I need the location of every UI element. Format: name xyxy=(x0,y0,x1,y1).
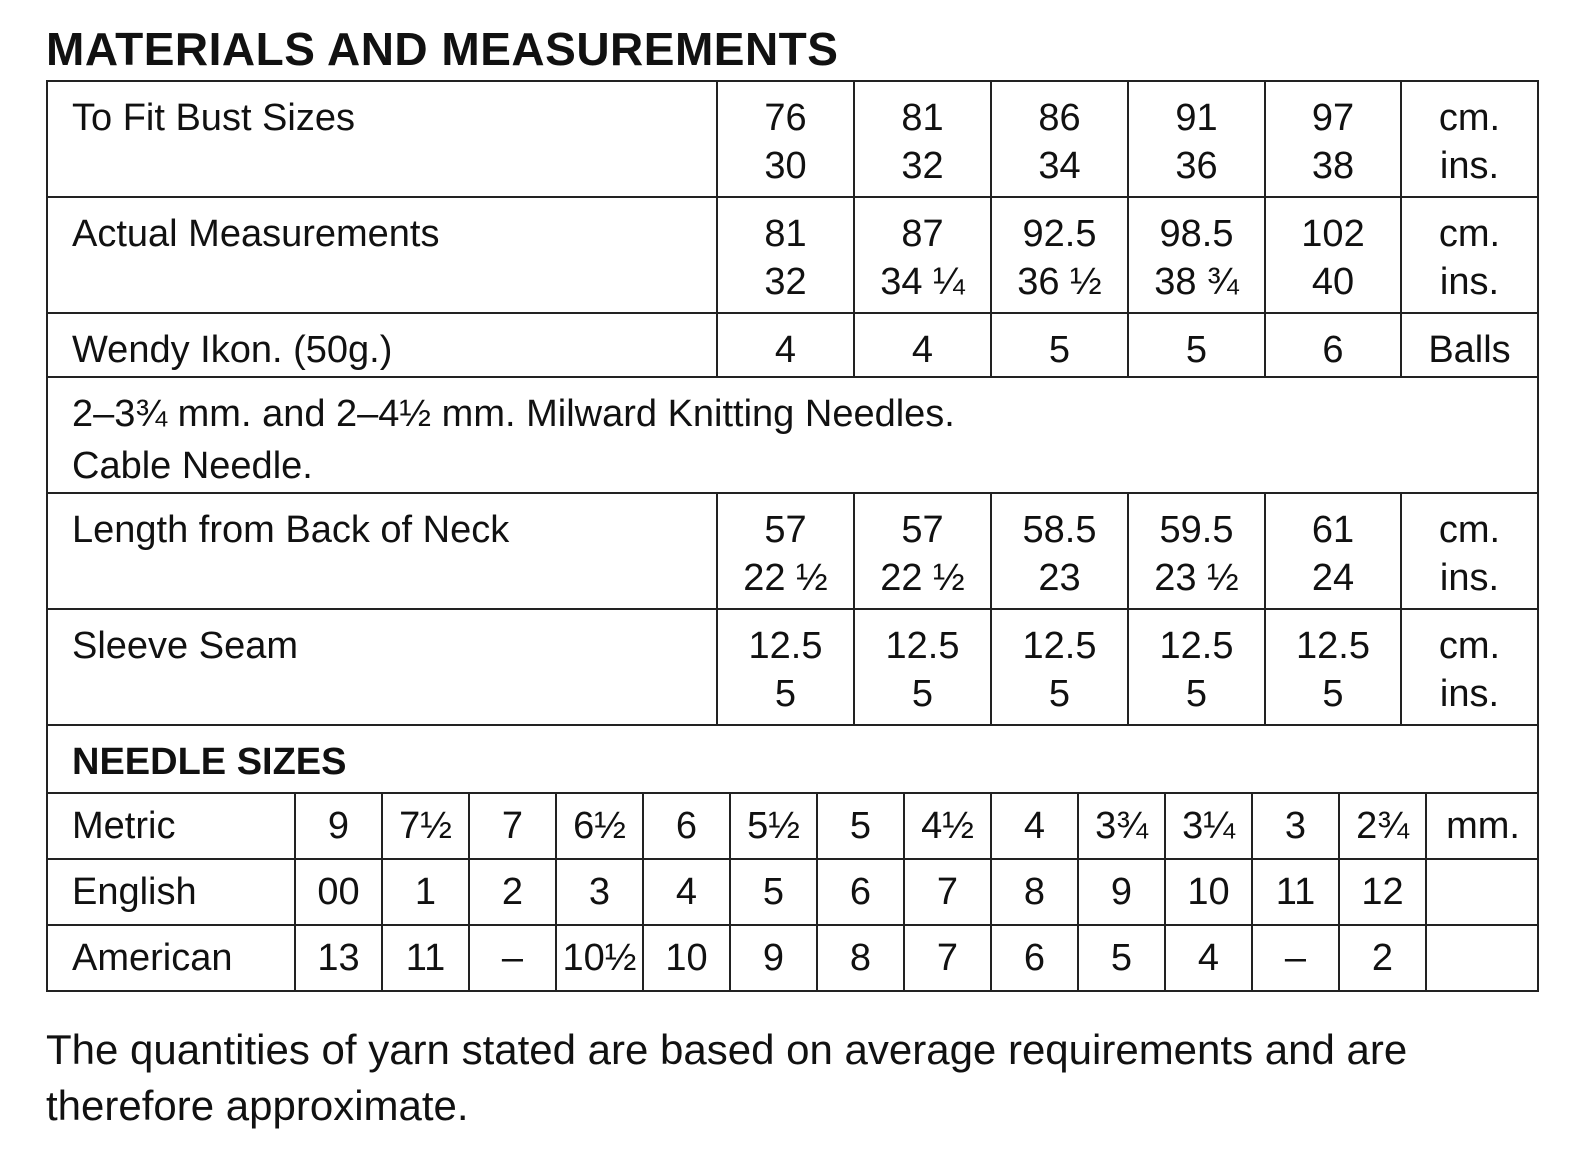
needle-size-cell: 9 xyxy=(730,925,817,990)
needle-size-cell: 5 xyxy=(730,859,817,925)
needle-size-cell: 4½ xyxy=(904,794,991,859)
size-cell: 58.5 23 xyxy=(991,493,1128,609)
measurements-table xyxy=(46,80,1539,992)
needle-size-cell: – xyxy=(469,925,556,990)
size-cell: 76 30 xyxy=(717,81,854,197)
needle-size-cell: 8 xyxy=(991,859,1078,925)
needle-size-cell: 5½ xyxy=(730,794,817,859)
size-cell: 5 xyxy=(1128,313,1265,377)
needle-size-cell: 2 xyxy=(1339,925,1426,990)
unit-cell: cm. ins. xyxy=(1401,609,1538,725)
size-cell: 91 36 xyxy=(1128,81,1265,197)
needle-size-cell: 6 xyxy=(991,925,1078,990)
needle-size-cell: 11 xyxy=(1252,859,1339,925)
needle-size-cell: 5 xyxy=(817,794,904,859)
needle-size-cell: 3 xyxy=(556,859,643,925)
needle-size-cell: 8 xyxy=(817,925,904,990)
needles-line: Cable Needle. xyxy=(72,445,313,487)
needle-size-cell: 4 xyxy=(991,794,1078,859)
size-cell: 59.5 23 ½ xyxy=(1128,493,1265,609)
needle-sizes-table xyxy=(48,794,1539,990)
row-label: To Fit Bust Sizes xyxy=(47,81,717,197)
unit-cell: cm. ins. xyxy=(1401,197,1538,313)
needle-size-cell: 00 xyxy=(295,859,382,925)
row-actual-measurements xyxy=(47,197,1538,313)
row-bust-sizes xyxy=(47,81,1538,197)
size-cell: 61 24 xyxy=(1265,493,1401,609)
size-cell: 4 xyxy=(854,313,991,377)
needle-row-metric xyxy=(48,794,1539,859)
row-needle-sizes-header xyxy=(47,725,1538,793)
size-cell: 12.5 5 xyxy=(1128,609,1265,725)
size-cell: 6 xyxy=(1265,313,1401,377)
needle-size-cell: 13 xyxy=(295,925,382,990)
needles-info-cell xyxy=(47,377,1538,493)
needle-size-cell: 10½ xyxy=(556,925,643,990)
needle-size-cell: 9 xyxy=(295,794,382,859)
row-label: Actual Measurements xyxy=(47,197,717,313)
row-yarn xyxy=(47,313,1538,377)
needle-size-cell: 10 xyxy=(643,925,730,990)
needle-size-cell: 2¾ xyxy=(1339,794,1426,859)
size-cell: 92.5 36 ½ xyxy=(991,197,1128,313)
needle-size-cell: 4 xyxy=(643,859,730,925)
row-length xyxy=(47,493,1538,609)
needle-size-cell: 12 xyxy=(1339,859,1426,925)
row-label: Wendy Ikon. (50g.) xyxy=(47,313,717,377)
unit-cell: cm. ins. xyxy=(1401,493,1538,609)
needle-table-cell xyxy=(47,793,1538,991)
needle-size-cell xyxy=(1426,859,1539,925)
size-cell: 12.5 5 xyxy=(854,609,991,725)
needle-size-cell: 2 xyxy=(469,859,556,925)
needle-size-cell: 4 xyxy=(1165,925,1252,990)
needle-size-cell: 9 xyxy=(1078,859,1165,925)
size-cell: 12.5 5 xyxy=(717,609,854,725)
size-cell: 4 xyxy=(717,313,854,377)
needle-size-cell: 3 xyxy=(1252,794,1339,859)
unit-cell: cm. ins. xyxy=(1401,81,1538,197)
needle-row-label: American xyxy=(48,925,295,990)
needle-size-cell: 7 xyxy=(469,794,556,859)
needle-size-cell: 6½ xyxy=(556,794,643,859)
row-sleeve-seam xyxy=(47,609,1538,725)
size-cell: 81 32 xyxy=(854,81,991,197)
needle-row-label: Metric xyxy=(48,794,295,859)
row-needles-info xyxy=(47,377,1538,493)
needle-row-american xyxy=(48,925,1539,990)
yarn-note: The quantities of yarn stated are based on average requirements and are therefore approximate. xyxy=(46,1026,1408,1129)
needle-size-cell xyxy=(1426,925,1539,990)
needle-size-cell: 1 xyxy=(382,859,469,925)
needle-size-cell: 3¾ xyxy=(1078,794,1165,859)
size-cell: 12.5 5 xyxy=(991,609,1128,725)
size-cell: 5 xyxy=(991,313,1128,377)
size-cell: 12.5 5 xyxy=(1265,609,1401,725)
size-cell: 57 22 ½ xyxy=(717,493,854,609)
needle-size-cell: mm. xyxy=(1426,794,1539,859)
needle-size-cell: – xyxy=(1252,925,1339,990)
needles-line: 2–3¾ mm. and 2–4½ mm. Milward Knitting Needles. xyxy=(72,393,955,435)
row-label: Length from Back of Neck xyxy=(47,493,717,609)
size-cell: 86 34 xyxy=(991,81,1128,197)
row-label: Sleeve Seam xyxy=(47,609,717,725)
size-cell: 81 32 xyxy=(717,197,854,313)
needle-size-cell: 10 xyxy=(1165,859,1252,925)
needle-size-cell: 6 xyxy=(817,859,904,925)
needle-size-cell: 3¼ xyxy=(1165,794,1252,859)
needle-size-cell: 7 xyxy=(904,859,991,925)
needle-size-cell: 5 xyxy=(1078,925,1165,990)
page-title: MATERIALS AND MEASUREMENTS xyxy=(46,23,839,75)
needle-row-label: English xyxy=(48,859,295,925)
needle-row-english xyxy=(48,859,1539,925)
size-cell: 97 38 xyxy=(1265,81,1401,197)
needle-size-cell: 7 xyxy=(904,925,991,990)
size-cell: 87 34 ¼ xyxy=(854,197,991,313)
needle-size-cell: 6 xyxy=(643,794,730,859)
size-cell: 57 22 ½ xyxy=(854,493,991,609)
needle-sizes-header: NEEDLE SIZES xyxy=(47,725,1538,793)
needle-size-cell: 7½ xyxy=(382,794,469,859)
size-cell: 102 40 xyxy=(1265,197,1401,313)
row-needle-table xyxy=(47,793,1538,991)
needle-size-cell: 11 xyxy=(382,925,469,990)
size-cell: 98.5 38 ¾ xyxy=(1128,197,1265,313)
unit-cell: Balls xyxy=(1401,313,1538,377)
